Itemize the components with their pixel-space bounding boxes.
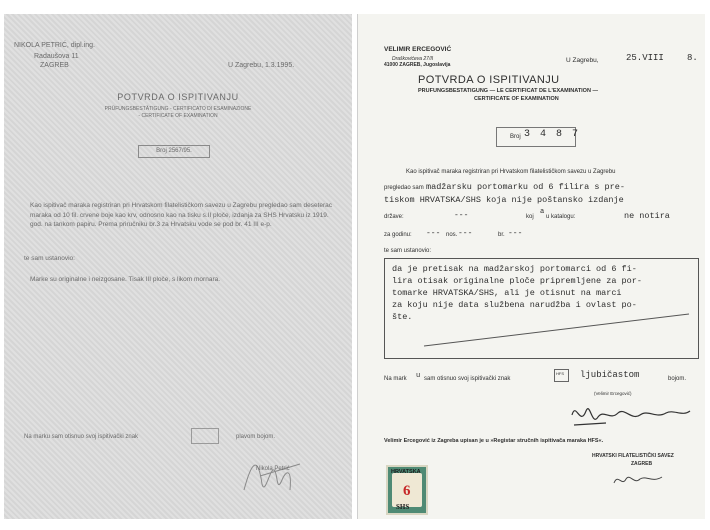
certificate-subtitle-2: CERTIFICATE OF EXAMINATION (474, 96, 559, 102)
stamp-shs: SHS (396, 503, 410, 511)
certificate-subtitle-2: - CERTIFICATE OF EXAMINATION (138, 113, 218, 119)
findings-text: Marke su originalne i neizgosane. Tisak III ploče, s likom mornara. (30, 276, 221, 283)
certificate-number: 3 4 8 7 (524, 129, 581, 140)
intro-text: Kao ispitivač maraka registriran pri Hrvatskom filatelističkom savezu u Zagrebu (406, 169, 616, 175)
signature-name: Nikola Petrić (256, 466, 290, 472)
mark-label: Na mark (384, 376, 407, 382)
year-value: --- (426, 229, 441, 238)
catalog-label: u katalogu: (546, 214, 576, 220)
stamp-color: ljubičastom (580, 370, 640, 380)
finding-line: šte. (392, 312, 413, 322)
established-label: te sam ustanovio: (24, 255, 75, 262)
stamp-value: 6 (403, 483, 411, 499)
br-value: --- (508, 229, 523, 238)
association-name: HRVATSKI FILATELISTIČKI SAVEZ (592, 453, 674, 459)
association-city: ZAGREB (631, 461, 653, 467)
number-label: Broj (510, 134, 521, 140)
state-value: --- (454, 211, 469, 220)
koj-label: koj (526, 214, 534, 220)
reviewed-label: pregledao sam (384, 185, 424, 191)
mark-suffix: u (416, 372, 421, 380)
state-label: države: (384, 214, 404, 220)
issuer-postal: 41000 ZAGREB, Jugoslavija (384, 62, 451, 68)
certificate-number: Broj 2567/95. (138, 145, 210, 158)
issuer-street: Radaušova 11 (34, 53, 79, 60)
signature-left (240, 450, 310, 500)
stamp-color-suffix: bojom. (668, 376, 687, 382)
mark-statement: sam otisnuo svoj ispitivački znak (424, 376, 511, 382)
left-certificate (4, 14, 352, 519)
expert-mark-box (191, 428, 219, 444)
examination-text (22, 201, 342, 230)
signature-caption: (Velimir Ercegović) (594, 391, 632, 396)
postage-stamp (386, 465, 428, 515)
reviewed-item-line-2: tiskom HRVATSKA/SHS koja nije poštansko izdanje (384, 195, 624, 205)
issuer-name: VELIMIR ERCEGOVIĆ (384, 46, 452, 53)
established-label: te sam ustanovio: (384, 248, 432, 254)
examination-paragraph: Kao ispitivač maraka registriran pri Hrvatskom filatelističkom savezu u Zagrebu pregledao sam deseterac maraka od 10 fil. crvene boje kao krv, odnosno kao na tisku s.II ploče, izdanja za SHS Hrvatsku iz 1919. god. na tankom papiru. Prema priručniku br.3 za Hrvatsku vode se pod br. 41 III e-p. (30, 202, 333, 228)
register-statement: Velimir Ercegović iz Zagreba upisan je u »Registar stručnih ispitivača maraka HFS«. (384, 438, 604, 444)
finding-line: da je pretisak na madžarskoj portomarci od 6 fi- (392, 264, 637, 274)
place-date: U Zagrebu, 1.3.1995. (228, 62, 295, 69)
br-label: br. (498, 232, 505, 238)
year-label: za godinu: (384, 232, 412, 238)
nos-label: nos. (446, 232, 458, 238)
certificate-title: POTVRDA O ISPITIVANJU (418, 74, 560, 86)
issuer-city: ZAGREB (40, 62, 69, 69)
date-day-month: 25.VIII (626, 53, 664, 63)
right-certificate (357, 14, 705, 519)
finding-line: tomarke HRVATSKA/SHS, ali je otisnut na marci (392, 288, 622, 298)
expert-mark-text: HFS (556, 371, 564, 376)
certificate-subtitle: PRÜFUNGSBESTÄTIGUNG - CERTIFICATO DI ESAMINAZIONE (104, 106, 252, 112)
stamp-statement: Na marku sam otisnuo svoj ispitivački znak (24, 434, 139, 440)
catalog-value: ne notira (624, 211, 670, 221)
date-year: 8. (687, 53, 698, 63)
stamp-overprint: HRVATSKA (391, 469, 421, 475)
certificate-title: POTVRDA O ISPITIVANJU (117, 92, 239, 102)
koj-suffix: a (540, 208, 545, 216)
finding-line: lira otisak originalne ploče pripremljene za por- (392, 276, 642, 286)
finding-line: za koju nije data službena narudžba i ovlast po- (392, 300, 637, 310)
strike-line (384, 258, 699, 359)
issuer-street: Draškovićeva 27/II (392, 56, 434, 62)
signature-right (566, 397, 696, 433)
issuer-name: NIKOLA PETRIĆ, dipl.ing. (14, 42, 95, 49)
certificate-subtitle: PRUFUNGSBESTATIGUNG — LE CERTIFICAT DE L'EXAMINATION — (418, 88, 598, 94)
association-signature (610, 469, 666, 491)
stamp-color: plavom bojom. (236, 434, 276, 440)
nos-value: --- (458, 229, 473, 238)
place-prefix: U Zagrebu, (566, 57, 599, 64)
reviewed-item-line-1: madžarsku portomarku od 6 filira s pre- (426, 182, 625, 192)
